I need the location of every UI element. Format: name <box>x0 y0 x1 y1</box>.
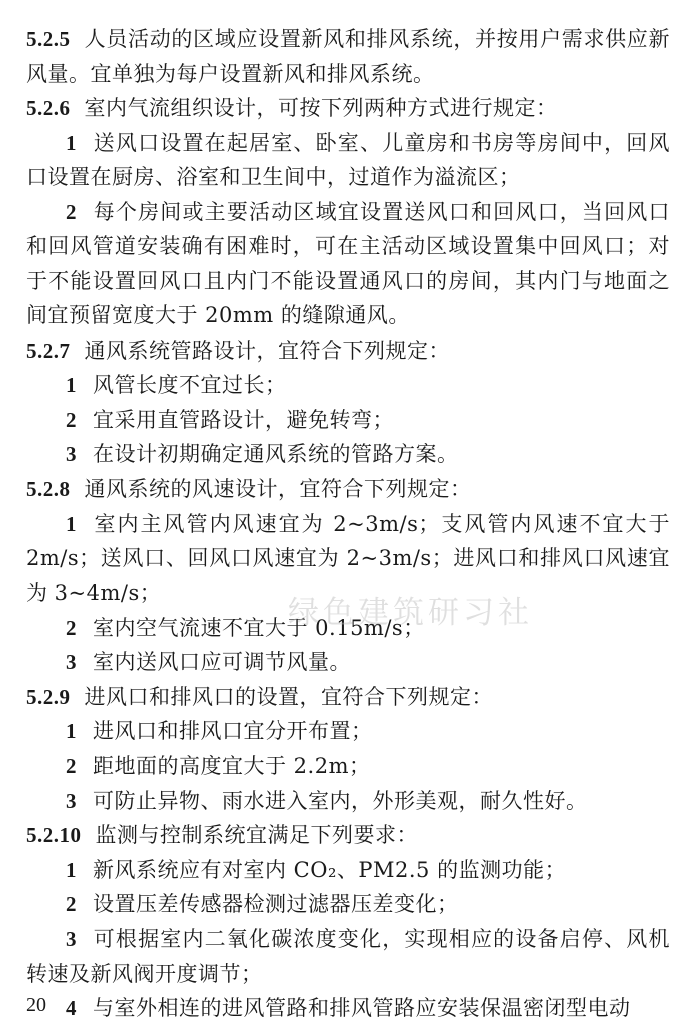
clause-5-2-6 <box>26 91 670 126</box>
clause-5-2-7 <box>26 334 670 369</box>
watermark: 绿色建筑研习社 <box>288 595 533 631</box>
item-text: 距地面的高度宜大于 2.2m； <box>93 753 371 778</box>
list-item <box>26 853 670 888</box>
item-text: 进风口和排风口宜分开布置； <box>93 719 373 744</box>
item-text: 新风系统应有对室内 CO₂、PM2.5 的监测功能； <box>93 857 567 882</box>
item-text: 室内主风管内风速宜为 2~3m/s；支风管内风速不宜大于 2m/s；送风口、回风口风速宜为 2~3m/s；进风口和排风口风速宜为 3~4m/s； <box>26 511 670 605</box>
item-text: 室内送风口应可调节风量。 <box>93 650 351 675</box>
item-number: 2 <box>66 892 77 917</box>
item-number: 1 <box>66 511 77 536</box>
clause-number: 5.2.9 <box>26 684 71 709</box>
item-text: 与室外相连的进风管路和排风管路应安装保温密闭型电动 <box>93 995 631 1020</box>
clause-text: 通风系统管路设计，宜符合下列规定： <box>84 338 450 363</box>
item-number: 2 <box>66 407 77 432</box>
item-number: 1 <box>66 857 77 882</box>
item-text: 宜采用直管路设计，避免转弯； <box>93 407 394 432</box>
clause-number: 5.2.6 <box>26 96 71 120</box>
list-item <box>26 749 670 784</box>
document-body <box>26 22 670 1026</box>
item-text: 风管长度不宜过长； <box>93 373 287 398</box>
clause-5-2-9 <box>26 680 670 715</box>
item-text: 每个房间或主要活动区域宜设置送风口和回风口，当回风口和回风管道安装确有困难时，可在主活动区域设置集中回风口；对于不能设置回风口且内门不能设置通风口的房间，其内门与地面之间宜预留宽度大于 20mm 的缝隙通风。 <box>26 199 670 328</box>
clause-text: 进风口和排风口的设置，宜符合下列规定： <box>84 684 493 709</box>
clause-number: 5.2.5 <box>26 27 71 51</box>
clause-number: 5.2.7 <box>26 338 71 363</box>
page-number: 20 <box>26 994 46 1016</box>
item-number: 2 <box>66 753 77 778</box>
list-item <box>26 784 670 819</box>
list-item <box>26 403 670 438</box>
list-item <box>26 126 670 195</box>
list-item <box>26 887 670 922</box>
clause-5-2-5 <box>26 22 670 91</box>
clause-5-2-8 <box>26 472 670 507</box>
clause-number: 5.2.8 <box>26 476 71 501</box>
clause-text: 通风系统的风速设计，宜符合下列规定： <box>84 476 472 501</box>
item-number: 1 <box>66 373 77 398</box>
item-text: 室内空气流速不宜大于 0.15m/s； <box>93 615 425 640</box>
item-text: 在设计初期确定通风系统的管路方案。 <box>93 442 459 467</box>
list-item <box>26 507 670 611</box>
clause-text: 监测与控制系统宜满足下列要求： <box>95 823 418 848</box>
item-number: 3 <box>66 788 77 813</box>
item-number: 4 <box>66 995 77 1020</box>
item-number: 1 <box>66 130 77 155</box>
list-item <box>26 437 670 472</box>
item-number: 3 <box>66 926 77 951</box>
clause-number: 5.2.10 <box>26 823 82 848</box>
list-item <box>26 611 670 646</box>
item-text: 设置压差传感器检测过滤器压差变化； <box>93 892 459 917</box>
item-number: 2 <box>66 199 77 224</box>
item-number: 3 <box>66 650 77 675</box>
list-item <box>26 195 670 334</box>
item-number: 3 <box>66 442 77 467</box>
list-item <box>26 368 670 403</box>
item-text: 可根据室内二氧化碳浓度变化，实现相应的设备启停、风机转速及新风阀开度调节； <box>26 926 670 986</box>
item-text: 可防止异物、雨水进入室内，外形美观，耐久性好。 <box>93 788 588 813</box>
item-text: 送风口设置在起居室、卧室、儿童房和书房等房间中，回风口设置在厨房、浴室和卫生间中，过道作为溢流区； <box>26 130 670 190</box>
clause-text: 室内气流组织设计，可按下列两种方式进行规定： <box>84 96 558 120</box>
list-item <box>26 645 670 680</box>
clause-5-2-10 <box>26 818 670 853</box>
item-number: 1 <box>66 719 77 744</box>
list-item <box>26 714 670 749</box>
list-item <box>26 922 670 991</box>
list-item <box>26 991 670 1026</box>
item-number: 2 <box>66 615 77 640</box>
clause-text: 人员活动的区域应设置新风和排风系统，并按用户需求供应新风量。宜单独为每户设置新风和排风系统。 <box>26 27 670 86</box>
